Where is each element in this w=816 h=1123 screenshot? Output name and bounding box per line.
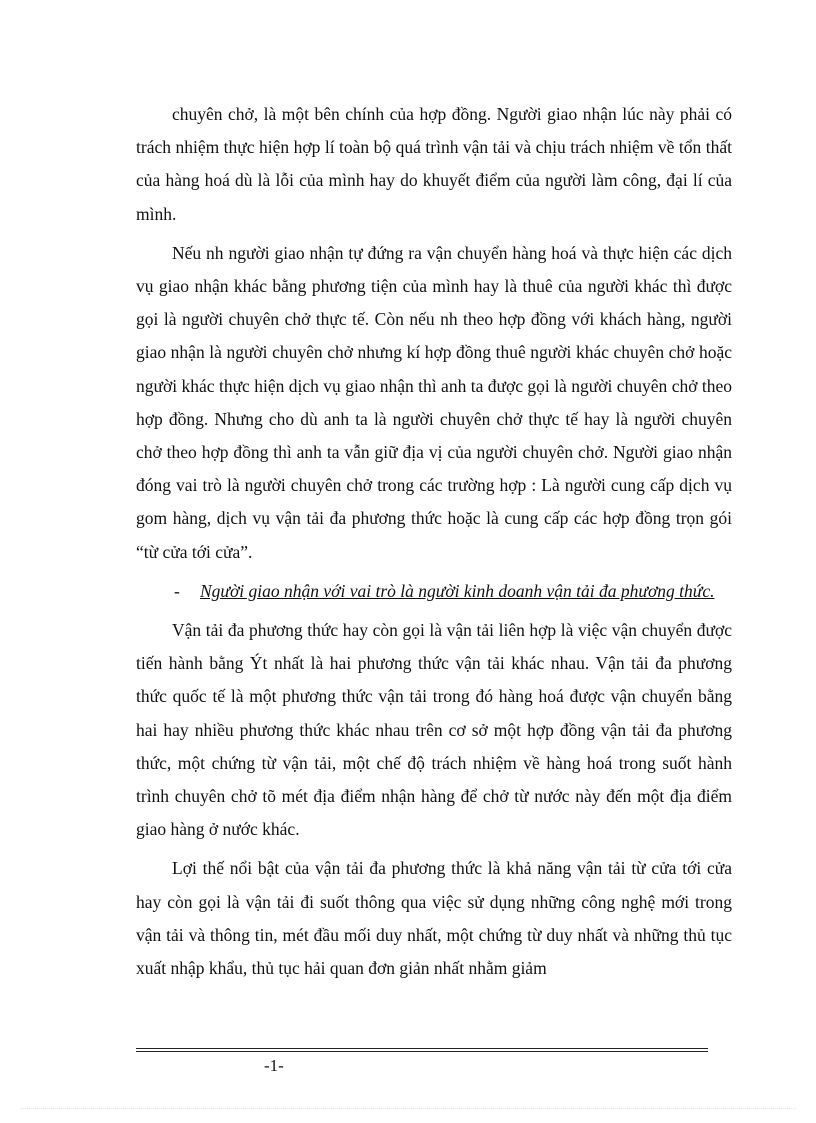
footer-double-rule	[136, 1048, 708, 1054]
paragraph-3: Vận tải đa phương thức hay còn gọi là vận tải liên hợp là việc vận chuyển được tiến hành bằng Ýt nhất là hai phương thức vận tải khác nhau. Vận tải đa phương thức quốc tế là một phương thức vận tải trong đó hàng hoá được vận chuyển bằng hai hay nhiều phương thức khác nhau trên cơ sở một hợp đồng vận tải đa phương thức, một chứng từ vận tải, một chế độ trách nhiệm về hàng hoá trong suốt hành trình chuyên chở tõ mét địa điểm nhận hàng để chở từ nước này đến một địa điểm giao hàng ở nước khác.	[136, 620, 732, 840]
body-text	[136, 98, 732, 991]
heading-text: Người giao nhận với vai trò là người kinh doanh vận tải đa phương thức.	[200, 580, 715, 601]
section-heading	[136, 575, 732, 608]
heading-dash: -	[174, 580, 180, 601]
footer-rule-bottom	[136, 1051, 708, 1052]
paragraph-4: Lợi thế nổi bật của vận tải đa phương thức là khả năng vận tải từ cửa tới cửa hay còn gọi là vận tải đi suốt thông qua việc sử dụng những công nghệ mới trong vận tải và thông tin, mét đầu mối duy nhất, một chứng từ duy nhất và những thủ tục xuất nhập khẩu, thủ tục hải quan đơn giản nhất nhằm giảm	[136, 858, 732, 979]
page-edge-dotted-line	[20, 1108, 796, 1109]
paragraph-2: Nếu nh người giao nhận tự đứng ra vận chuyển hàng hoá và thực hiện các dịch vụ giao nhận khác bằng phương tiện của mình hay là thuê của người khác thì được gọi là người chuyên chở thực tế. Còn nếu nh theo hợp đồng với khách hàng, người giao nhận là người chuyên chở nhưng kí hợp đồng thuê người khác chuyên chở hoặc người khác thực hiện dịch vụ giao nhận thì anh ta được gọi là người chuyên chở theo hợp đồng. Nhưng cho dù anh ta là người chuyên chở thực tế hay là người chuyên chở theo hợp đồng thì anh ta vẫn giữ địa vị của người chuyên chở. Người giao nhận đóng vai trò là người chuyên chở trong các trường hợp : Là người cung cấp dịch vụ gom hàng, dịch vụ vận tải đa phương thức hoặc là cung cấp các hợp đồng trọn gói “từ cửa tới cửa”.	[136, 242, 732, 562]
footer-rule-top	[136, 1048, 708, 1049]
page-number: -1-	[264, 1056, 284, 1075]
paragraph-1: chuyên chở, là một bên chính của hợp đồng. Người giao nhận lúc này phải có trách nhiệm thực hiện hợp lí toàn bộ quá trình vận tải và chịu trách nhiệm về tổn thất của hàng hoá dù là lỗi của mình hay do khuyết điểm của người làm công, đại lí của mình.	[136, 104, 732, 224]
